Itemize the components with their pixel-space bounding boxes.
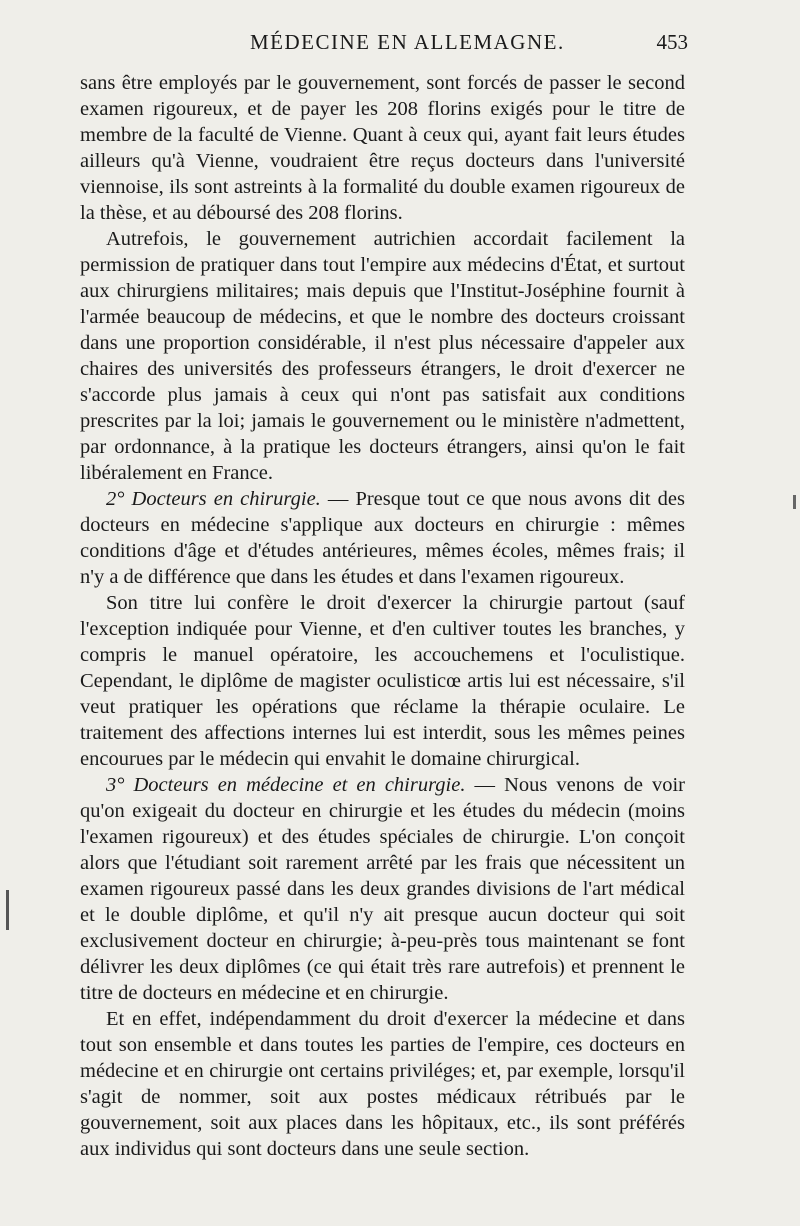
paragraph-1: [80, 70, 685, 226]
paragraph-text: Et en effet, indépendamment du droit d'exercer la médecine et dans tout son ensemble et dans toutes les parties de l'empire, ces docteurs en médecine et en chirurgie ont certains priviléges; et, par exemple, lorsqu'il s'agit de nommer, soit aux postes médicaux rétribués par le gouvernement, soit aux places dans les hôpitaux, etc., ils sont préférés aux individus qui sont docteurs dans une seule section.: [80, 1008, 685, 1160]
paragraph-3: [80, 486, 685, 590]
scan-edge-mark: [6, 890, 9, 930]
paragraph-text: Autrefois, le gouvernement autrichien accordait facilement la permission de pratiquer dans tout l'empire aux médecins d'État, et surtout aux chirurgiens militaires; mais depuis que l'Institut-Joséphine fournit à l'armée beaucoup de médecins, et que le nombre des docteurs croissant dans une proportion considérable, il n'est plus nécessaire d'appeler aux chaires des universités des professeurs étrangers, le droit d'exercer ne s'accorde plus jamais à ceux qui n'ont pas satisfait aux conditions prescrites par la loi; jamais le gouvernement ou le ministère n'admettent, par ordonnance, à la pratique les docteurs étrangers, ainsi qu'on le fait libéralement en France.: [80, 228, 685, 484]
paragraph-6: [80, 1006, 685, 1162]
paragraph-2: [80, 226, 685, 486]
paragraph-text: — Presque tout ce que nous avons dit des docteurs en médecine s'applique aux docteurs en chirurgie : mêmes conditions d'âge et d'études antérieures, mêmes écoles, mêmes frais; il n'y a de différence que dans les études et dans l'examen rigoureux.: [80, 488, 685, 588]
running-title: MÉDECINE EN ALLEMAGNE.: [250, 30, 565, 54]
paragraph-5: [80, 772, 685, 1006]
scan-edge-mark: [793, 495, 796, 509]
paragraph-text: Son titre lui confère le droit d'exercer la chirurgie partout (sauf l'exception indiquée pour Vienne, et d'en cultiver toutes les branches, y compris le manuel opératoire, les accouchemens et l'oculistique. Cependant, le diplôme de magister oculisticœ artis lui est nécessaire, s'il veut pratiquer les opérations que réclame la thérapie oculaire. Le traitement des affections internes lui est interdit, sous les mêmes peines encourues par le médecin qui envahit le domaine chirurgical.: [80, 592, 685, 770]
paragraph-text: — Nous venons de voir qu'on exigeait du docteur en chirurgie et les études du médecin (moins l'examen rigoureux) et des études spéciales de chirurgie. L'on conçoit alors que l'étudiant soit rarement arrêté par les frais que nécessitent un examen rigoureux passé dans les deux grandes divisions de l'art médical et le double diplôme, et qu'il n'y ait presque aucun docteur qui soit exclusivement docteur en chirurgie; à-peu-près tous maintenant se font délivrer les deux diplômes (ce qui était très rare autrefois) et prennent le titre de docteurs en médecine et en chirurgie.: [80, 774, 685, 1004]
body-text: [80, 70, 685, 1162]
page-header: [80, 30, 688, 62]
paragraph-4: [80, 590, 685, 772]
section-heading-docteurs-en-medecine-et-chirurgie: 3° Docteurs en médecine et en chirurgie.: [106, 774, 466, 796]
page-number: 453: [656, 30, 688, 54]
paragraph-text: sans être employés par le gouvernement, sont forcés de passer le second examen rigoureux, et de payer les 208 florins exigés pour le titre de membre de la faculté de Vienne. Quant à ceux qui, ayant fait leurs études ailleurs qu'à Vienne, voudraient être reçus docteurs dans l'université viennoise, ils sont astreints à la formalité du double examen rigoureux de la thèse, et au déboursé des 208 florins.: [80, 72, 685, 224]
section-heading-docteurs-en-chirurgie: 2° Docteurs en chirurgie.: [106, 488, 321, 510]
